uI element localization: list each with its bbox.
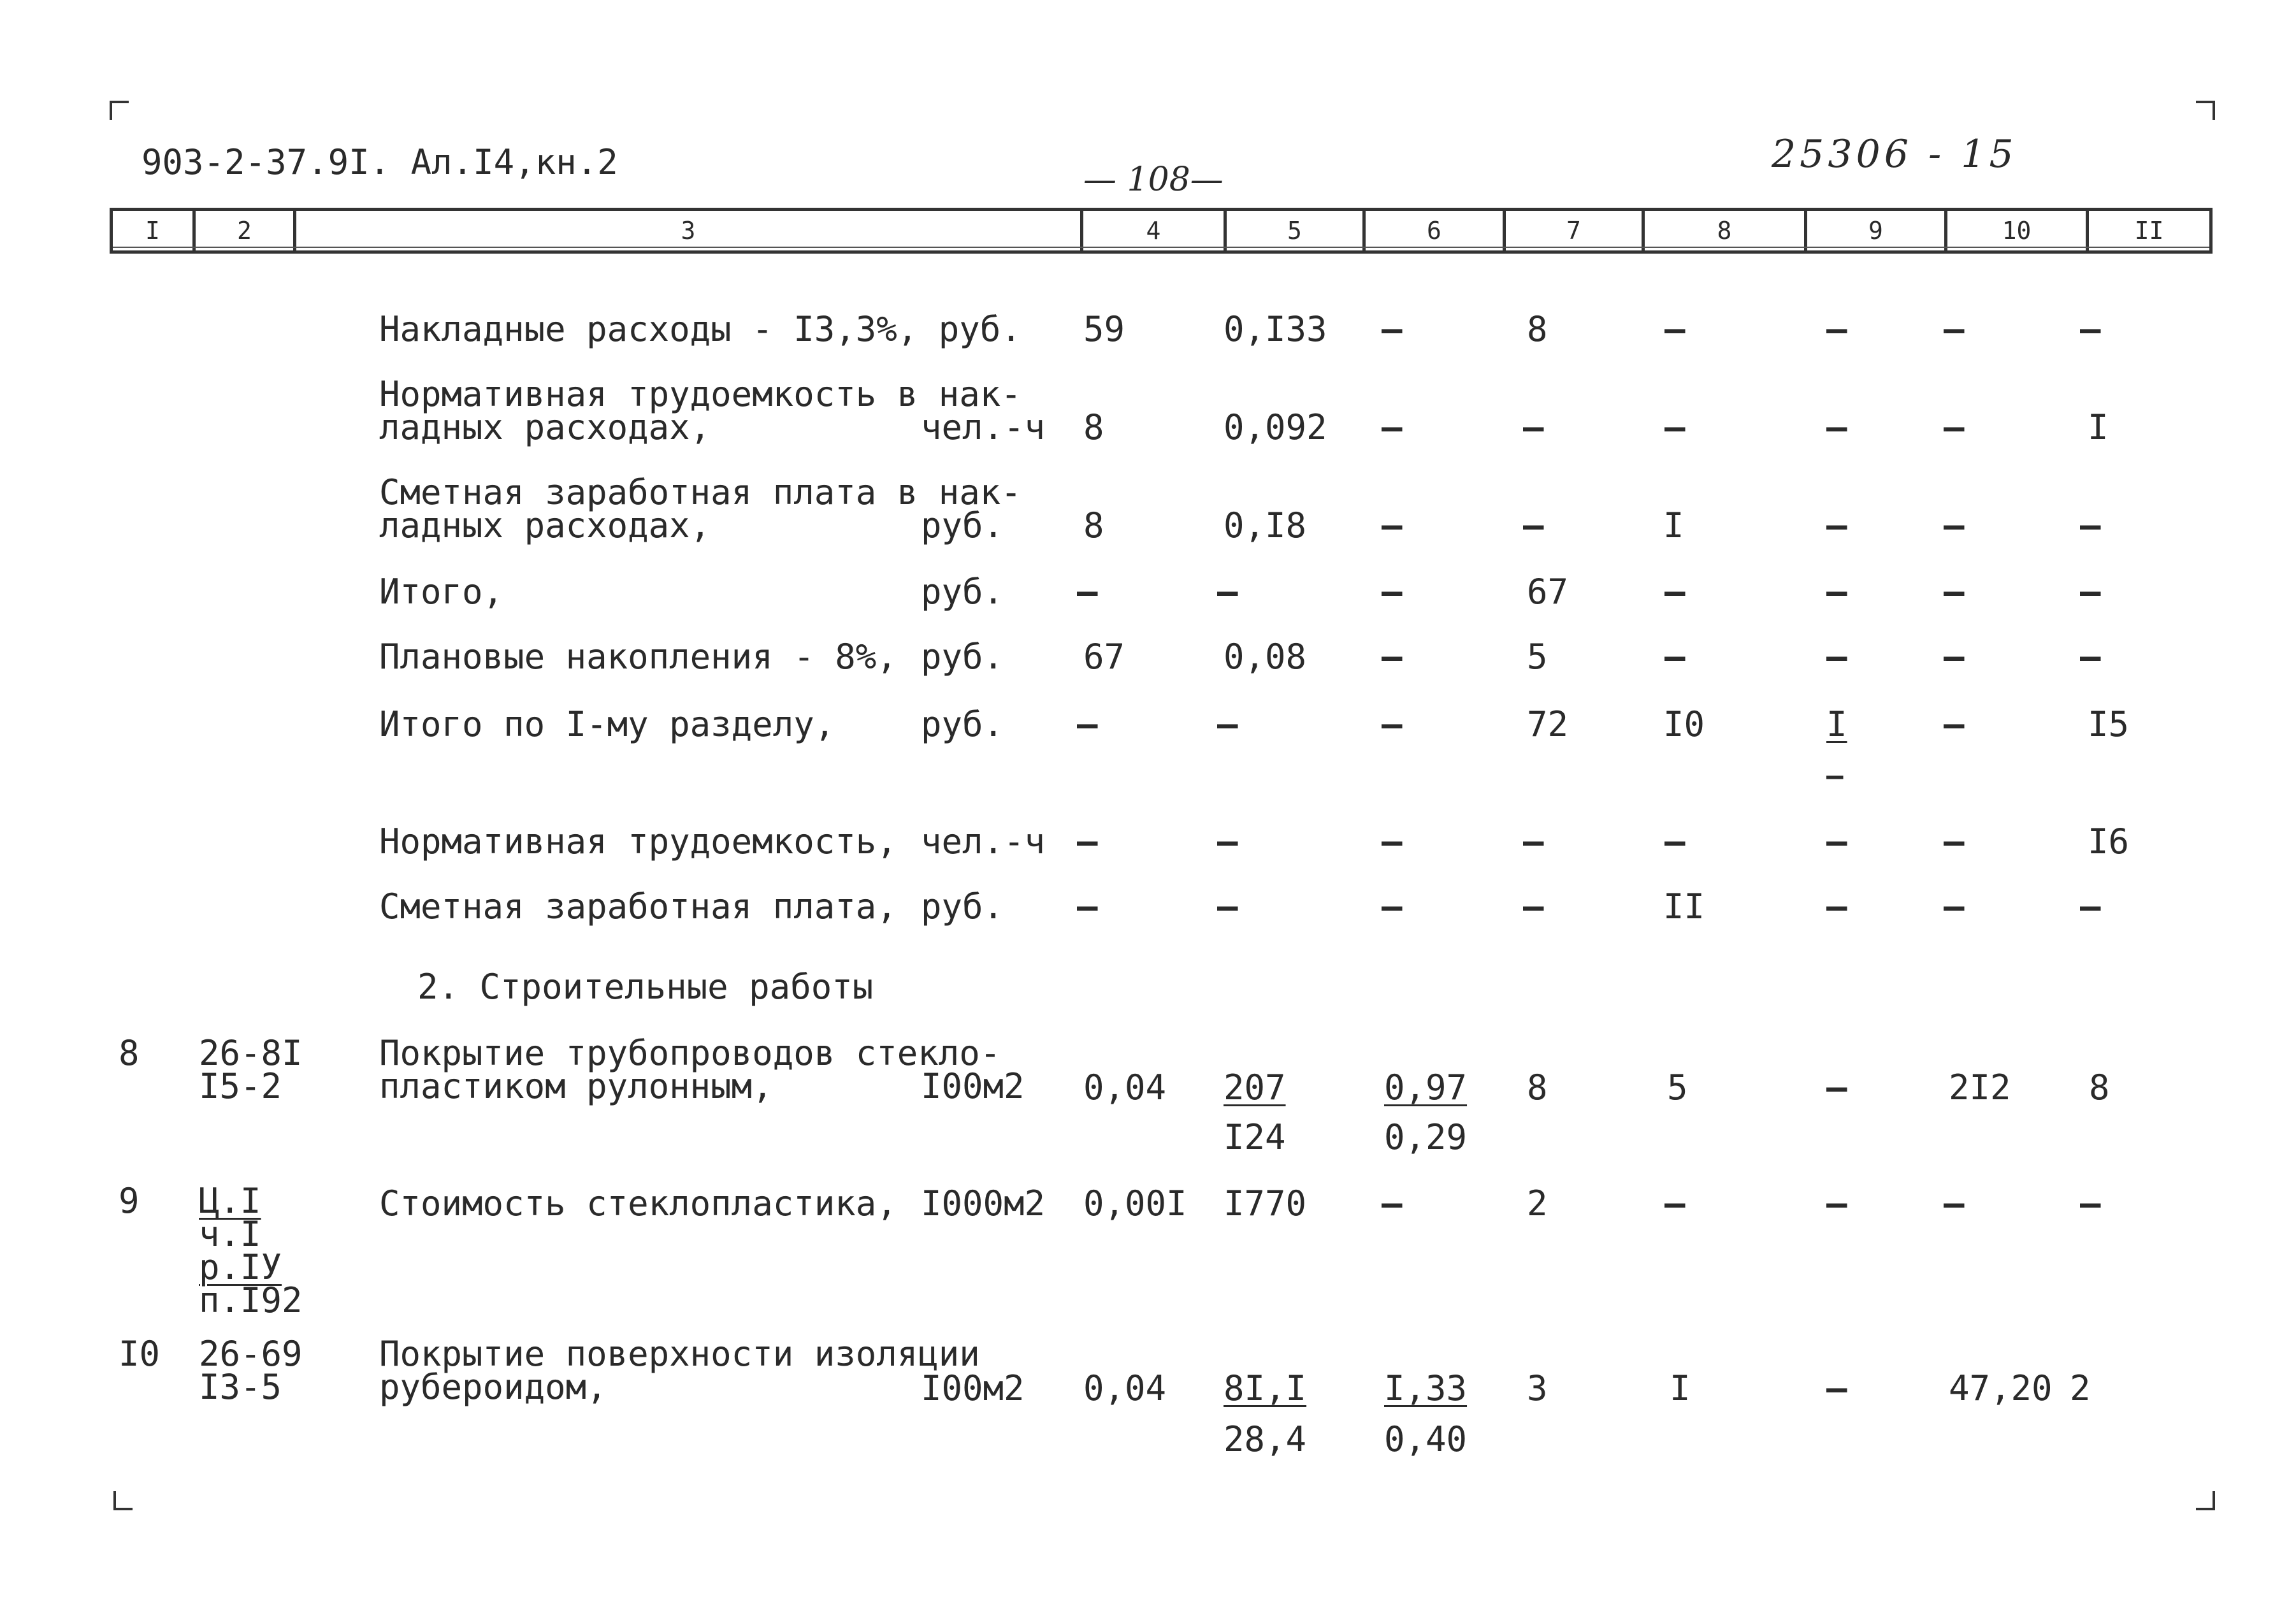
column-header: 2: [196, 211, 296, 250]
cell-c8: 5: [1667, 1067, 1688, 1108]
cell-c10: —: [1944, 637, 1965, 677]
cell-c10: —: [1944, 1183, 1965, 1224]
cell-c8: I: [1670, 1368, 1691, 1408]
cell-c5: 0,I33: [1224, 309, 1327, 349]
cell-c11: —: [2080, 637, 2101, 677]
row-unit: руб.: [921, 704, 1004, 744]
cell-c11: —: [2080, 309, 2101, 349]
row-description: Сметная заработная плата в нак-: [379, 472, 1022, 512]
cell-c7: 5: [1527, 637, 1548, 677]
row-unit: чел.-ч: [921, 407, 1046, 447]
cell-c11: I: [2088, 407, 2109, 447]
cell-c4: 0,04: [1083, 1368, 1167, 1408]
corner-mark-bottom-right: [2196, 1491, 2215, 1510]
cell-c11: 2: [2070, 1368, 2091, 1408]
row-description: Нормативная трудоемкость,: [379, 821, 897, 862]
row-unit: руб.: [921, 886, 1004, 927]
section-title: 2. Строительные работы: [417, 967, 874, 1007]
cell-c6: —: [1382, 309, 1403, 349]
cell-c11: —: [2080, 505, 2101, 545]
item-code: Ц.I: [199, 1181, 261, 1221]
cell-c7: 3: [1527, 1368, 1548, 1408]
cell-c10: —: [1944, 821, 1965, 862]
cell-c5: I770: [1224, 1183, 1307, 1224]
cell-c9: —: [1826, 821, 1847, 862]
cell-c4: —: [1077, 821, 1098, 862]
cell-c9: —: [1826, 505, 1847, 545]
cell-c6-sub: 0,29: [1384, 1117, 1468, 1157]
cell-c6: —: [1382, 821, 1403, 862]
column-header: I: [113, 211, 196, 250]
item-code: р.IУ: [199, 1247, 282, 1287]
item-code: I3-5: [199, 1367, 282, 1407]
cell-c6: —: [1382, 704, 1403, 744]
cell-c4: 8: [1083, 505, 1104, 545]
cell-c9: —: [1826, 572, 1847, 612]
cell-c7: 72: [1527, 704, 1569, 744]
cell-c9: —: [1826, 1067, 1847, 1108]
cell-c4: 0,00I: [1083, 1183, 1187, 1224]
row-description: ладных расходах,: [379, 505, 711, 545]
item-number: 9: [119, 1181, 140, 1221]
cell-c9: —: [1826, 637, 1847, 677]
cell-c11: —: [2080, 1183, 2101, 1224]
item-code: 26-8I: [199, 1033, 303, 1073]
page-number: — 108—: [1083, 161, 1224, 199]
cell-c5: —: [1217, 886, 1238, 927]
cell-c8: —: [1664, 821, 1686, 862]
cell-c6-sub: 0,40: [1384, 1419, 1468, 1459]
cell-c10: —: [1944, 309, 1965, 349]
cell-c8: —: [1664, 637, 1686, 677]
column-header: 10: [1947, 211, 2089, 250]
cell-c4: 0,04: [1083, 1067, 1167, 1108]
row-description: Итого,: [379, 572, 504, 612]
item-code: ч.I: [199, 1214, 261, 1254]
row-description: Итого по I-му разделу,: [379, 704, 835, 744]
cell-c9: I: [1826, 704, 1847, 744]
row-description: пластиком рулонным,: [379, 1066, 773, 1106]
item-number: I0: [119, 1334, 161, 1374]
row-description: Накладные расходы - I3,3%, руб.: [379, 309, 1022, 349]
cell-c6: I,33: [1384, 1368, 1468, 1408]
cell-c5: 0,092: [1224, 407, 1327, 447]
row-description: рубероидом,: [379, 1367, 607, 1407]
cell-c8: I0: [1663, 704, 1705, 744]
cell-c7: 2: [1527, 1183, 1548, 1224]
row-unit: I00м2: [921, 1368, 1025, 1408]
cell-c7: 67: [1527, 572, 1569, 612]
column-header: 7: [1506, 211, 1645, 250]
row-description: ладных расходах,: [379, 407, 711, 447]
cell-c10: —: [1944, 886, 1965, 927]
cell-c7: —: [1523, 821, 1544, 862]
cell-c11: I5: [2088, 704, 2130, 744]
corner-mark-top-right: [2196, 101, 2215, 120]
row-unit: I000м2: [921, 1183, 1046, 1224]
row-unit: руб.: [921, 572, 1004, 612]
cell-c4: —: [1077, 572, 1098, 612]
cell-c5: —: [1217, 572, 1238, 612]
cell-c4: 59: [1083, 309, 1125, 349]
cell-c4: 67: [1083, 637, 1125, 677]
cell-c6: —: [1382, 886, 1403, 927]
cell-c10: —: [1944, 704, 1965, 744]
row-unit: руб.: [921, 637, 1004, 677]
row-description: Покрытие трубопроводов стекло-: [379, 1033, 1001, 1073]
document-code: 903-2-37.9I. Ал.I4,кн.2: [141, 142, 618, 182]
cell-c9: —: [1826, 1183, 1847, 1224]
cell-c8: —: [1664, 572, 1686, 612]
column-header: 8: [1645, 211, 1807, 250]
cell-c5: —: [1217, 821, 1238, 862]
row-description: Покрытие поверхности изоляции: [379, 1334, 980, 1374]
cell-c6: —: [1382, 637, 1403, 677]
cell-c10: —: [1944, 572, 1965, 612]
column-header: 4: [1083, 211, 1227, 250]
cell-c9: —: [1826, 407, 1847, 447]
cell-c7: —: [1523, 407, 1544, 447]
item-number: 8: [119, 1033, 140, 1073]
cell-c8: —: [1664, 407, 1686, 447]
row-description: Плановые накопления - 8%,: [379, 637, 897, 677]
cell-c4: 8: [1083, 407, 1104, 447]
cell-c8: —: [1664, 1183, 1686, 1224]
cell-c7: —: [1523, 505, 1544, 545]
row-description: Нормативная трудоемкость в нак-: [379, 374, 1022, 414]
column-header-table: [110, 208, 2213, 254]
cell-c11: —: [2080, 572, 2101, 612]
cell-c10: 2I2: [1949, 1067, 2011, 1108]
column-header: II: [2134, 217, 2164, 245]
item-code: 26-69: [199, 1334, 303, 1374]
cell-c8: —: [1664, 309, 1686, 349]
cell-c7: 8: [1527, 1067, 1548, 1108]
row-description: Сметная заработная плата,: [379, 886, 897, 927]
cell-c10: —: [1944, 407, 1965, 447]
item-code: I5-2: [199, 1066, 282, 1106]
cell-c5-sub: 28,4: [1224, 1419, 1307, 1459]
cell-c6: —: [1382, 1183, 1403, 1224]
row-unit: чел.-ч: [921, 821, 1046, 862]
cell-c9: —: [1826, 886, 1847, 927]
corner-mark-bottom-left: [113, 1491, 133, 1510]
corner-mark-top-left: [110, 101, 129, 120]
item-code: п.I92: [199, 1280, 303, 1320]
column-header: 6: [1366, 211, 1506, 250]
cell-c5: 207: [1224, 1067, 1286, 1108]
column-header: 3: [296, 211, 1083, 250]
row-unit: I00м2: [921, 1066, 1025, 1106]
cell-c8: I: [1663, 505, 1684, 545]
cell-c8: II: [1663, 886, 1705, 927]
cell-c5: 8I,I: [1224, 1368, 1307, 1408]
cell-c10: —: [1944, 505, 1965, 545]
cell-c9-sub: —: [1826, 760, 1844, 792]
cell-c11: I6: [2088, 821, 2130, 862]
cell-c6: —: [1382, 407, 1403, 447]
row-unit: руб.: [921, 505, 1004, 545]
cell-c11: —: [2080, 886, 2101, 927]
cell-c5: 0,I8: [1224, 505, 1307, 545]
cell-c6: 0,97: [1384, 1067, 1468, 1108]
cell-c10: 47,20: [1949, 1368, 2053, 1408]
cell-c7: 8: [1527, 309, 1548, 349]
cell-c9: —: [1826, 309, 1847, 349]
stamp-number: 25306 - 15: [1772, 132, 2018, 177]
cell-c4: —: [1077, 704, 1098, 744]
cell-c5: —: [1217, 704, 1238, 744]
cell-c9: —: [1826, 1368, 1847, 1408]
cell-c5: 0,08: [1224, 637, 1307, 677]
column-header: 5: [1227, 211, 1366, 250]
row-description: Стоимость стеклопластика,: [379, 1183, 897, 1224]
cell-c6: —: [1382, 572, 1403, 612]
cell-c4: —: [1077, 886, 1098, 927]
cell-c11: 8: [2089, 1067, 2110, 1108]
cell-c6: —: [1382, 505, 1403, 545]
cell-c5-sub: I24: [1224, 1117, 1286, 1157]
column-header: 9: [1807, 211, 1947, 250]
cell-c7: —: [1523, 886, 1544, 927]
